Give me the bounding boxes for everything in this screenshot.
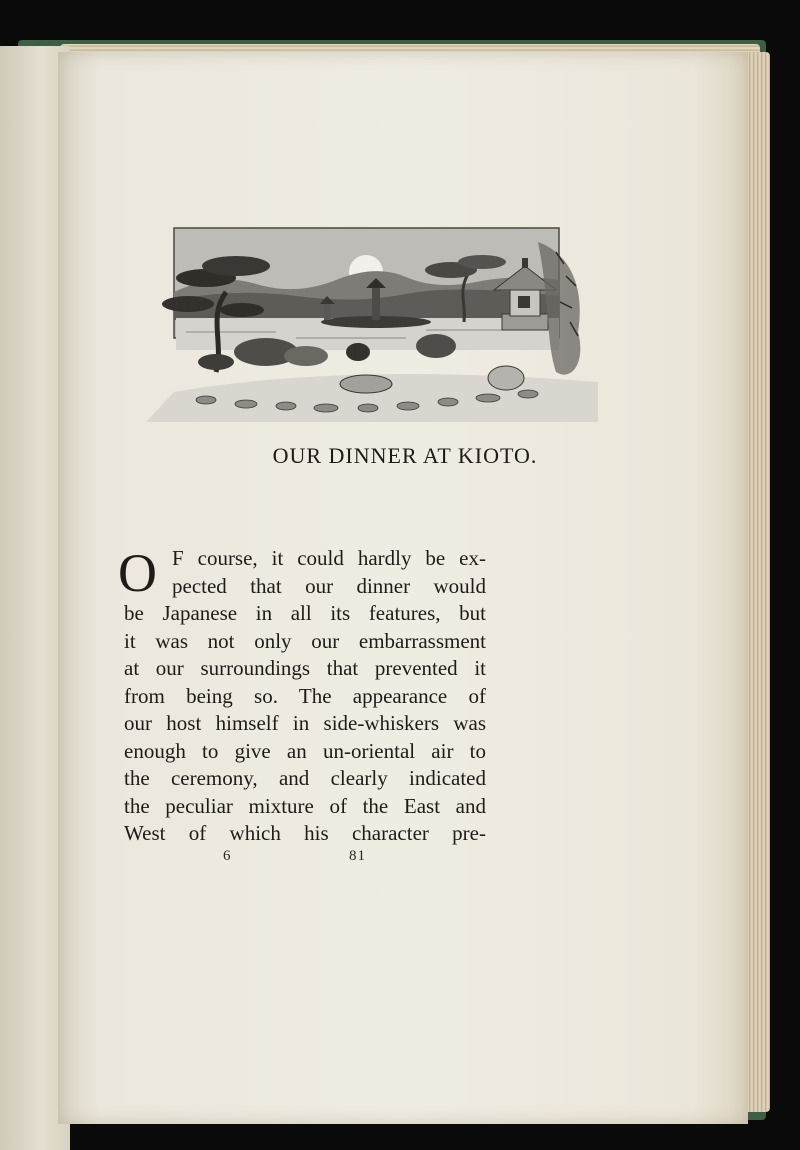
signature-mark: 6 xyxy=(223,848,231,864)
japanese-garden-illustration xyxy=(146,222,598,422)
text-line: the ceremony, and clearly indicated xyxy=(124,766,486,790)
chapter-title: OUR DINNER AT KIOTO. xyxy=(272,443,538,468)
text-line: at our surroundings that prevented it xyxy=(124,656,486,680)
text-line: the peculiar mixture of the East and xyxy=(124,793,486,818)
text-line: from being so. The appearance of xyxy=(124,683,486,708)
text-line: pected that our dinner would xyxy=(172,573,486,598)
page-number: 81 xyxy=(349,848,366,864)
text-line: it was not only our embarrassment xyxy=(124,628,486,653)
text-line: West of which his character pre- xyxy=(124,821,486,845)
text-line: enough to give an un-oriental air to xyxy=(124,738,486,763)
text-line: F course, it could hardly be ex- xyxy=(172,546,486,570)
body-text xyxy=(118,543,486,848)
text-line: be Japanese in all its features, but xyxy=(124,601,486,625)
drop-cap-letter: O xyxy=(118,543,157,603)
text-line: our host himself in side-whiskers was xyxy=(124,711,486,735)
